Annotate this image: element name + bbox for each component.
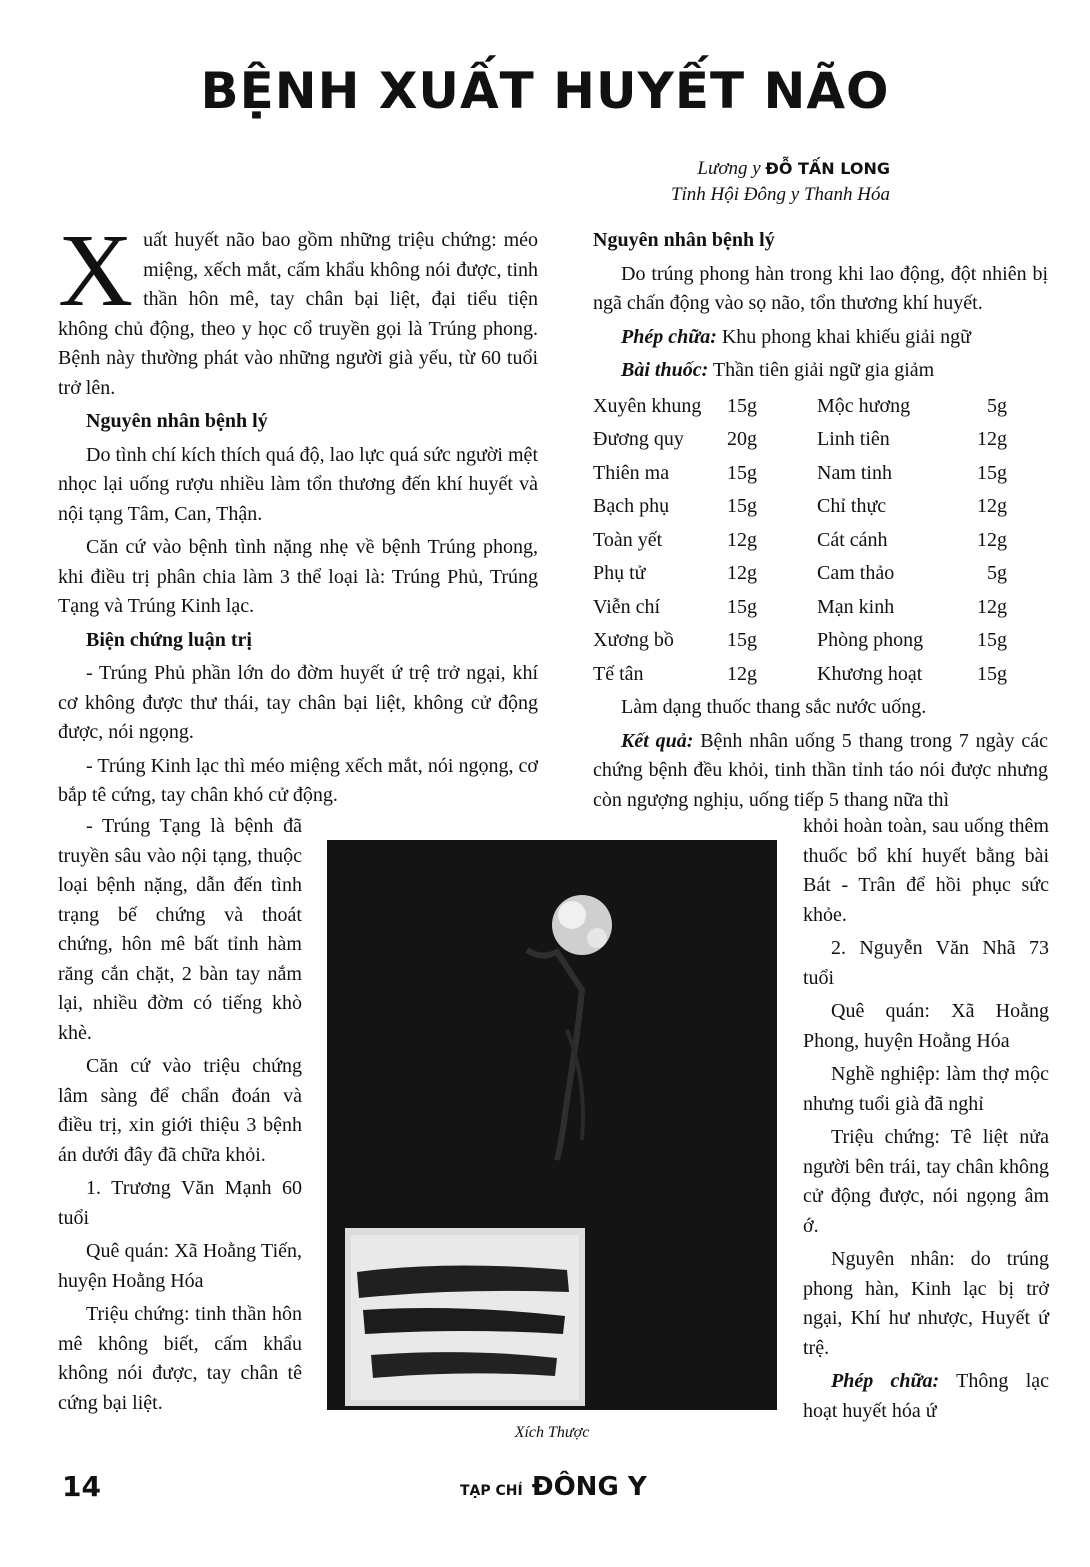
herb-name: Mộc hương	[817, 394, 911, 417]
herb-name: Bạch phụ	[593, 495, 670, 517]
heading-cause: Nguyên nhân bệnh lý	[86, 410, 268, 432]
herb-name: Viễn chí	[593, 595, 661, 618]
paragraph: Căn cứ vào triệu chứng lâm sàng để chẩn đoán và điều trị, xin giới thiệu 3 bệnh án dưới đây đã chữa khỏi.	[58, 1055, 302, 1166]
page-number: 14	[62, 1470, 101, 1503]
treatment-label-2: Phép chữa:	[831, 1370, 940, 1392]
treatment-label: Phép chữa:	[621, 325, 717, 348]
herb-row	[593, 390, 1007, 424]
herb-dose: 12g	[977, 428, 1007, 450]
herb-dose: 12g	[727, 528, 757, 551]
column-right-narrow	[803, 812, 1049, 1430]
heading-cause-2: Nguyên nhân bệnh lý	[593, 229, 775, 251]
herb-dose: 12g	[977, 595, 1007, 618]
author-line	[697, 158, 890, 180]
paragraph: Triệu chứng: tinh thần hôn mê không biết, cấm khẩu không nói được, tay chân tê cứng bại liệt.	[58, 1303, 302, 1414]
herb-dose: 15g	[727, 629, 757, 651]
herb-dose: 15g	[727, 495, 757, 517]
herb-dose: 5g	[987, 562, 1007, 584]
drop-cap: X	[58, 213, 134, 328]
treatment-text: Khu phong khai khiếu giải ngữ	[721, 325, 971, 348]
herb-row	[593, 457, 1007, 491]
herb-name: Cam thảo	[817, 562, 895, 584]
paragraph: Triệu chứng: Tê liệt nửa người bên trái, tay chân không cử động được, nói ngọng âm ớ.	[803, 1126, 1049, 1237]
intro-text: uất huyết não bao gồm những triệu chứng: méo miệng, xếch mắt, cấm khẩu không nói được, tinh thần hôn mê, tay chân bại liệt, đại tiểu tiện không chủ động, theo y học cổ truyền gọi là Trúng phong. Bệnh này thường phát vào những người già yếu, từ 60 tuổi trở lên.	[58, 229, 538, 399]
paragraph: khỏi hoàn toàn, sau uống thêm thuốc bổ khí huyết bằng bài Bát - Trân để hồi phục sức khỏe.	[803, 815, 1049, 926]
herb-photo	[327, 840, 777, 1410]
treatment-text-2: Thông lạc hoạt huyết hóa ứ	[803, 1370, 1050, 1422]
paragraph: Do tình chí kích thích quá độ, lao lực quá sức người mệt nhọc lại uống rượu nhiều làm tổn thương đến khí huyết và nội tạng Tâm, Can, Thận.	[58, 443, 538, 525]
herb-name: Mạn kinh	[817, 595, 895, 618]
paragraph: Căn cứ vào bệnh tình nặng nhẹ về bệnh Trúng phong, khi điều trị phân chia làm 3 thể loại là: Trúng Phủ, Trúng Tạng và Trúng Kinh lạc.	[58, 536, 538, 617]
paragraph: - Trúng Phủ phần lớn do đờm huyết ứ trệ trở ngại, khí cơ không được thư thái, tay chân bại liệt, không cử động được, nói ngọng.	[58, 662, 538, 743]
photo-caption: Xích Thược	[514, 1424, 590, 1441]
herb-row	[593, 658, 1007, 692]
herb-name: Toàn yết	[593, 528, 663, 551]
result-line	[593, 727, 1048, 816]
remedy-label: Bài thuốc:	[621, 359, 709, 381]
author-org: Tỉnh Hội Đông y Thanh Hóa	[670, 184, 890, 205]
herb-row	[593, 490, 1007, 524]
heading-diagnosis: Biện chứng luận trị	[86, 628, 252, 651]
herb-row	[593, 423, 1007, 457]
herb-dose: 15g	[977, 629, 1007, 651]
herb-dose: 15g	[727, 394, 757, 417]
intro-paragraph	[58, 213, 538, 403]
paragraph: Quê quán: Xã Hoằng Phong, huyện Hoằng Hóa	[803, 1000, 1049, 1052]
paragraph: Nguyên nhân: do trúng phong hàn, Kinh lạc bị trở ngại, Khí hư nhược, Huyết ứ trệ.	[803, 1248, 1049, 1359]
article-title: BỆNH XUẤT HUYẾT NÃO	[200, 62, 890, 120]
herb-name: Khương hoạt	[817, 662, 923, 685]
result-label: Kết quả:	[621, 729, 694, 752]
herb-row	[593, 591, 1007, 625]
herb-photo-image	[327, 840, 777, 1410]
herb-dose: 15g	[977, 461, 1007, 484]
paragraph: - Trúng Kinh lạc thì méo miệng xếch mắt, nói ngọng, cơ bắp tê cứng, tay chân khó cử động.	[58, 754, 538, 806]
column-left-narrow	[58, 812, 302, 1422]
herb-table	[593, 390, 1007, 692]
paragraph: Do trúng phong hàn trong khi lao động, đột nhiên bị ngã chấn động vào sọ não, tổn thương khí huyết.	[593, 262, 1048, 314]
paragraph: 1. Trương Văn Mạnh 60 tuổi	[58, 1177, 302, 1229]
herb-name: Cát cánh	[817, 528, 888, 551]
herb-dose: 12g	[977, 495, 1007, 517]
herb-name: Đương quy	[593, 428, 684, 450]
remedy-text: Thần tiên giải ngữ gia giảm	[712, 359, 935, 381]
result-text: Bệnh nhân uống 5 thang trong 7 ngày các chứng bệnh đều khỏi, tinh thần tỉnh táo nói được nhưng còn ngượng nghịu, uống tiếp 5 thang nữa thì	[593, 729, 1048, 811]
magazine-name-big: ĐÔNG Y	[531, 1472, 647, 1502]
herb-name: Chỉ thực	[817, 495, 887, 517]
herb-row	[593, 557, 1007, 591]
herb-name: Xuyên khung	[593, 394, 702, 417]
author-name: ĐỖ TẤN LONG	[765, 159, 890, 178]
herb-dose: 20g	[727, 428, 757, 450]
herb-name: Linh tiên	[817, 428, 890, 450]
herb-dose: 12g	[977, 528, 1007, 551]
herb-dose: 12g	[727, 662, 757, 685]
herb-row	[593, 624, 1007, 658]
paragraph: Nghề nghiệp: làm thợ mộc nhưng tuổi già đã nghỉ	[803, 1063, 1049, 1115]
herb-name: Xương bồ	[593, 629, 674, 651]
column-right	[593, 226, 1048, 819]
herb-name: Thiên ma	[593, 461, 670, 484]
herb-name: Phòng phong	[817, 629, 924, 651]
paragraph: Quê quán: Xã Hoằng Tiến, huyện Hoằng Hóa	[58, 1240, 302, 1292]
herb-row	[593, 524, 1007, 558]
herb-name: Tế tân	[593, 662, 644, 685]
herb-dose: 15g	[727, 595, 757, 618]
remedy-line	[593, 356, 1048, 386]
paragraph: 2. Nguyễn Văn Nhã 73 tuổi	[803, 937, 1049, 989]
treatment-line-2	[803, 1367, 1049, 1426]
preparation: Làm dạng thuốc thang sắc nước uống.	[621, 696, 927, 718]
paragraph: - Trúng Tạng là bệnh đã truyền sâu vào nội tạng, thuộc loại bệnh nặng, dẫn đến tình trạng bế chứng và thoát chứng, hôn mê bất tỉnh hàm răng cắn chặt, 2 bàn tay nắm lại, nhiều đờm có tiếng khò khè.	[58, 815, 302, 1044]
herb-dose: 15g	[977, 662, 1007, 685]
column-left	[58, 213, 538, 815]
magazine-name-small: TẠP CHÍ	[460, 1483, 523, 1499]
herb-name: Nam tinh	[817, 461, 892, 484]
magazine-name	[460, 1472, 647, 1502]
herb-dose: 15g	[727, 461, 757, 484]
herb-name: Phụ tử	[593, 562, 646, 584]
treatment-line	[593, 323, 1048, 353]
herb-dose: 12g	[727, 562, 757, 584]
author-prefix: Lương y	[697, 158, 761, 179]
herb-dose: 5g	[987, 394, 1007, 417]
